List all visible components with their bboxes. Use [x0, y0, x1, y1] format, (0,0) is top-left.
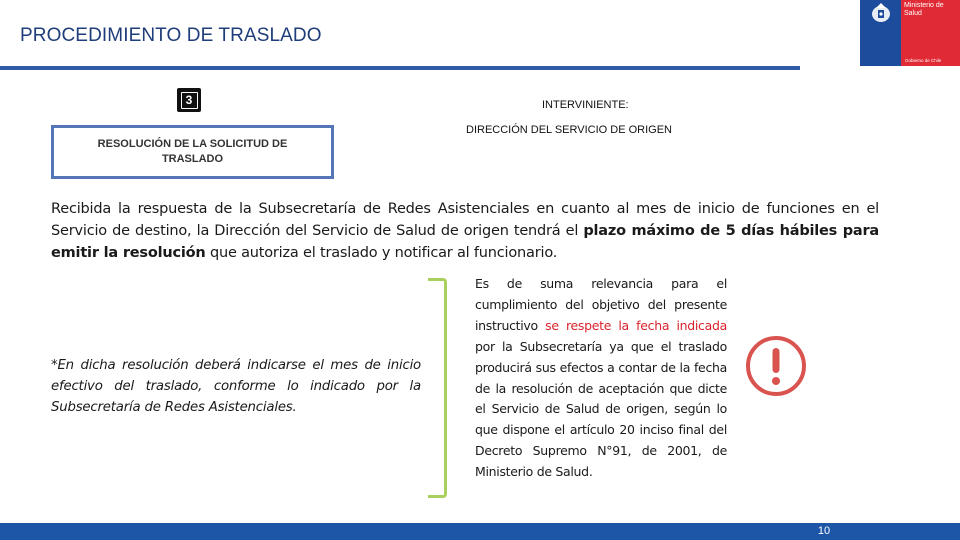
logo-text: Ministerio de Salud — [904, 2, 944, 17]
title-underline — [0, 66, 800, 70]
chile-crest-icon — [863, 0, 899, 24]
relevance-highlight: se respete la fecha indicada — [545, 317, 727, 333]
paragraph-text-end: que autoriza el traslado y notificar al funcionario. — [205, 245, 558, 261]
interviniente-value: DIRECCIÓN DEL SERVICIO DE ORIGEN — [466, 124, 672, 136]
exclamation-circle-icon — [744, 334, 808, 398]
page-number: 10 — [817, 525, 831, 537]
interviniente-label: INTERVINIENTE: — [542, 99, 629, 111]
logo-blue-panel — [860, 0, 901, 66]
step-number: 3 — [181, 92, 198, 109]
paragraph-bold-deadline: plazo máximo de 5 días hábiles para emitir la resolución — [51, 223, 880, 261]
ministry-logo — [860, 0, 960, 66]
step-title-box — [51, 125, 334, 179]
page-title: PROCEDIMIENTO DE TRASLADO — [20, 25, 322, 46]
relevance-text — [475, 274, 727, 483]
paragraph-text: Recibida la respuesta de la Subsecretaría de Redes Asistenciales en cuanto al mes de inicio de funciones en el Servicio de destino, la Dirección del Servicio de Salud de origen tendrá el — [51, 201, 879, 239]
step-title: RESOLUCIÓN DE LA SOLICITUD DE TRASLADO — [97, 138, 288, 165]
relevance-text-end: por la Subsecretaría ya que el traslado producirá sus efectos a contar de la fecha de la resolución de aceptación que dicte el Servicio de Salud de origen, según lo que dispone el artículo 20 inciso final del Decreto Supremo N°91, de 2001, de Ministerio de Salud. — [475, 338, 727, 480]
italic-note: *En dicha resolución deberá indicarse el mes de inicio efectivo del traslado, conforme lo indicado por la Subsecretaría de Redes Asistenciales. — [51, 358, 421, 415]
step-number-badge — [177, 88, 201, 112]
relevance-text-start: Es de suma relevancia para el cumplimiento del objetivo del presente instructivo — [475, 276, 727, 333]
bracket-divider — [428, 278, 447, 498]
main-paragraph — [51, 198, 879, 264]
logo-footer: Gobierno de Chile — [905, 58, 942, 63]
